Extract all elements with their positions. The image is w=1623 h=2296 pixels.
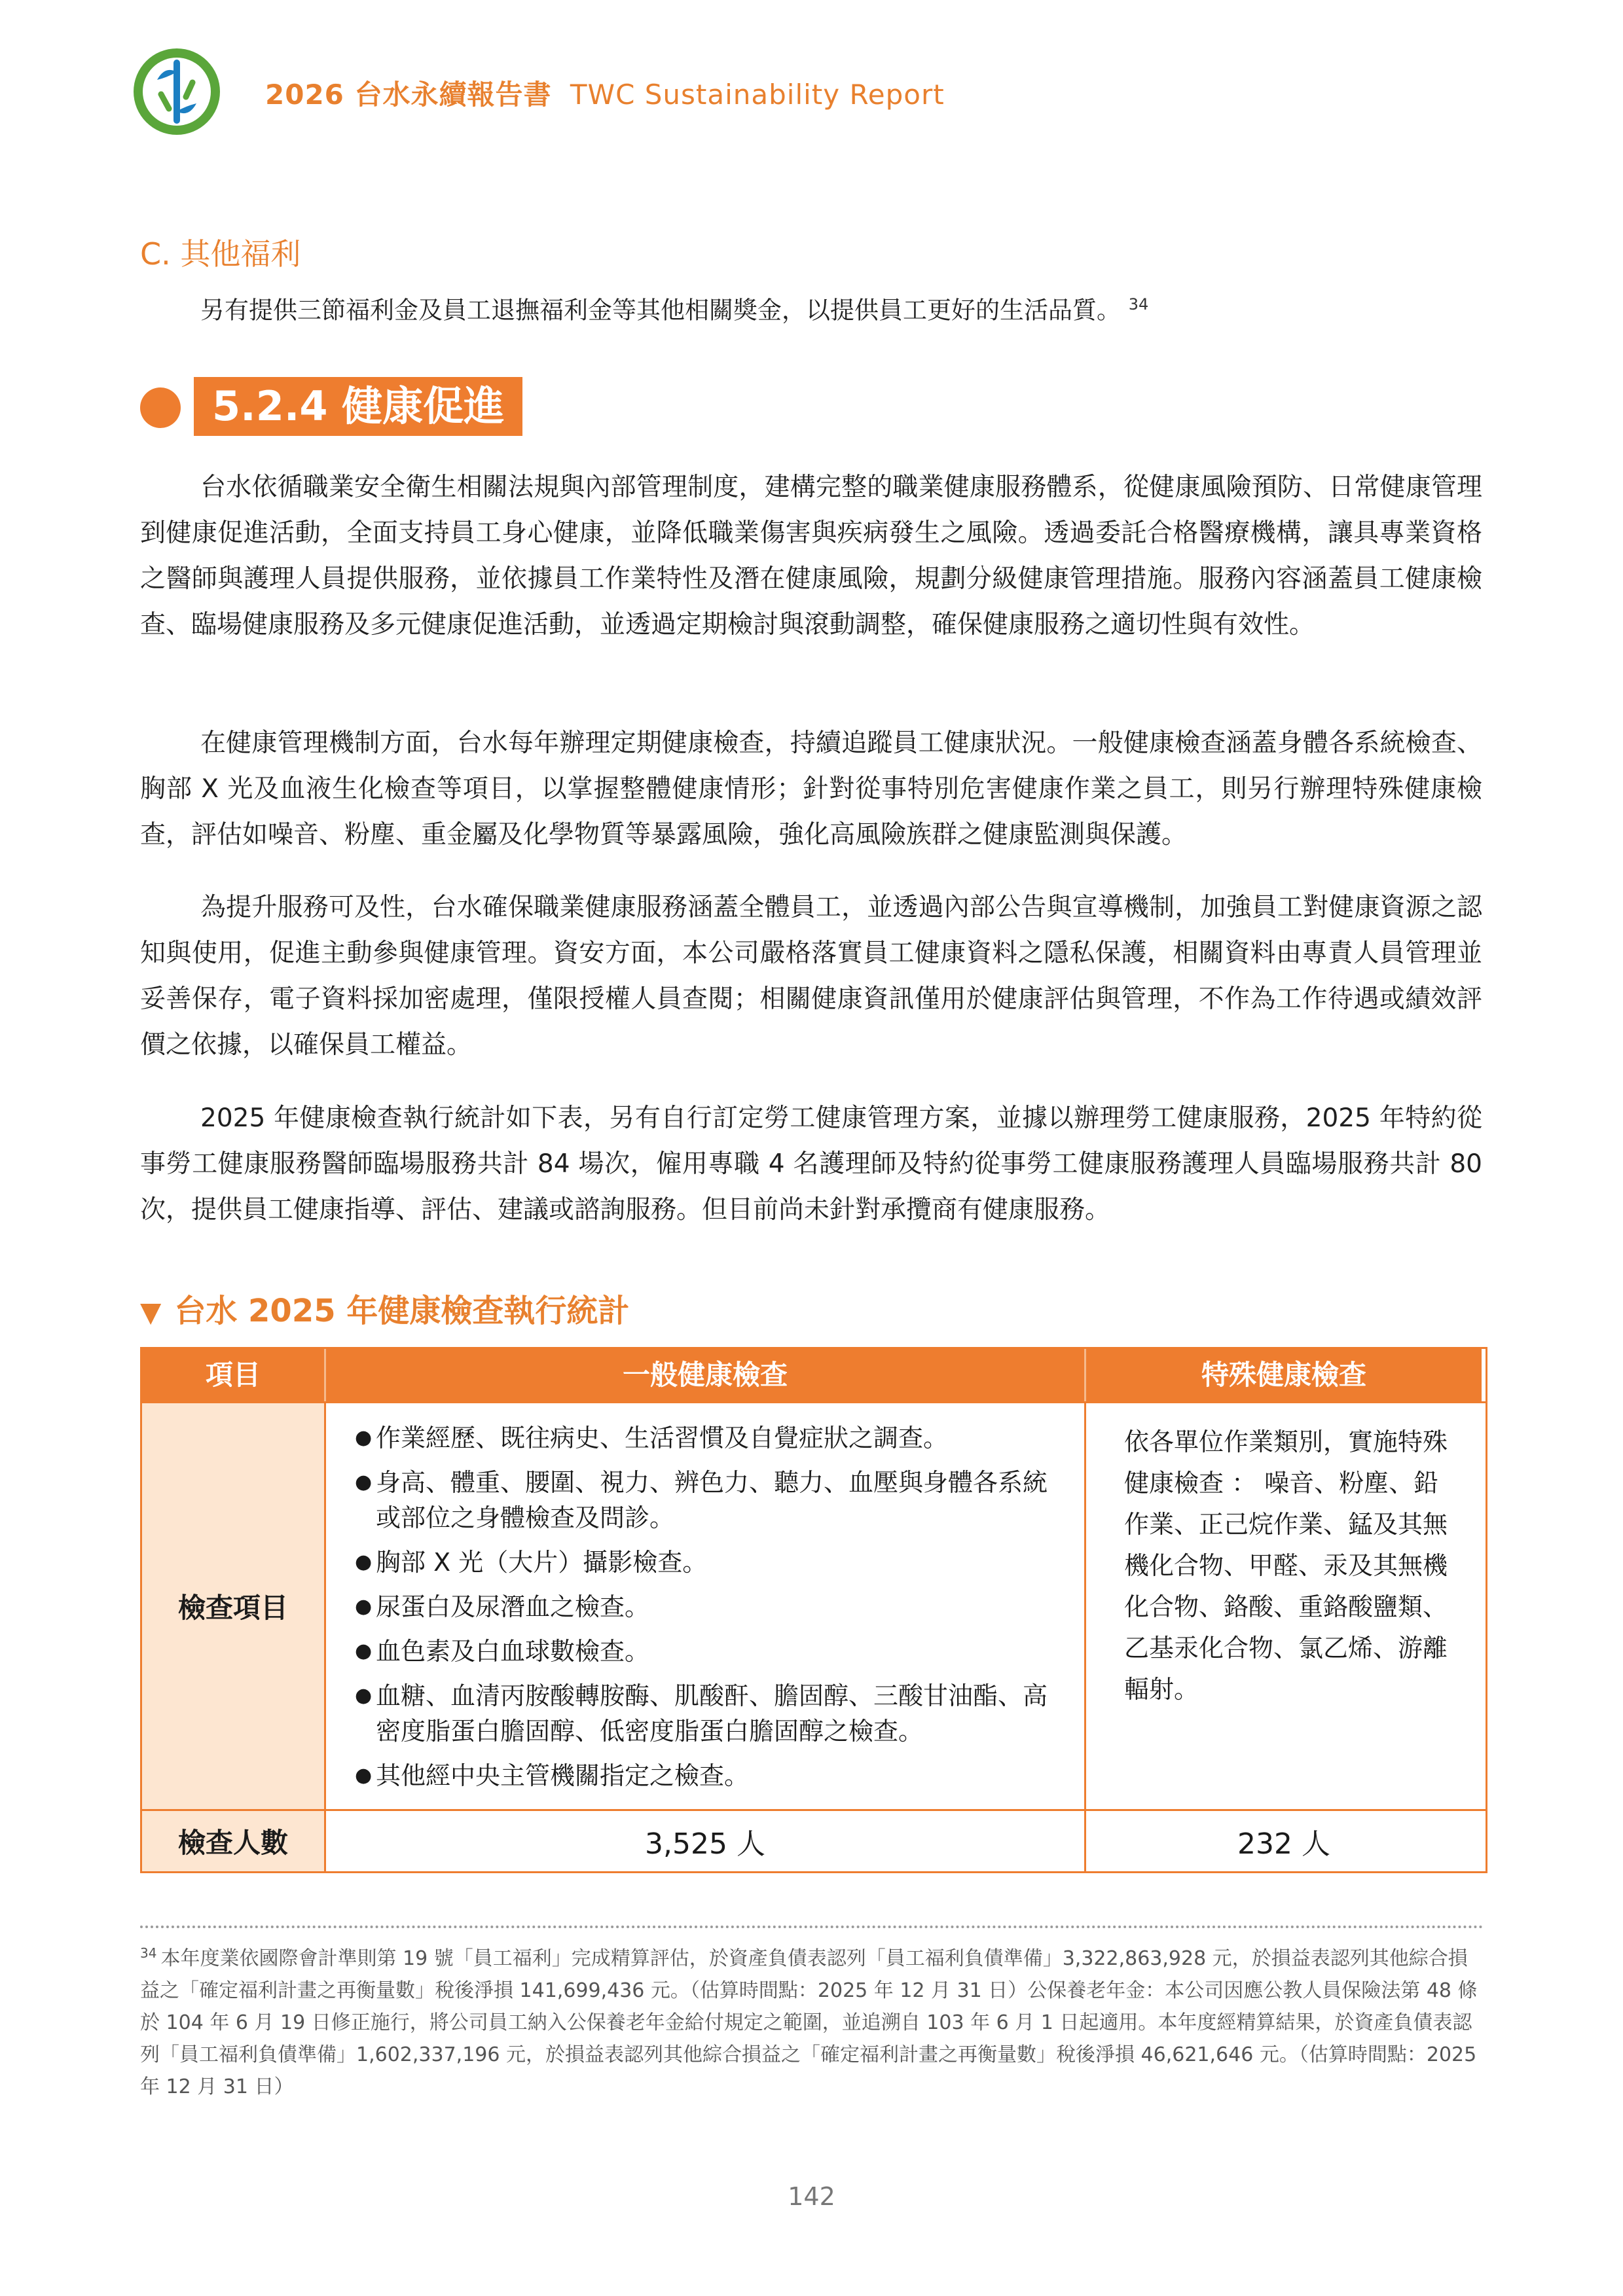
footnote xyxy=(140,1937,1484,2103)
special-items-text: 依各單位作業類別，實施特殊健康檢查 ： 噪音、粉塵、鉛作業、正己烷作業、錳及其無機化合物、甲醛、汞及其無機化合物、鉻酸、重鉻酸鹽類、乙基汞化合物、氯乙烯、游離輻射。 xyxy=(1124,1427,1448,1704)
row-label-items: 檢查項目 xyxy=(142,1403,326,1809)
report-header xyxy=(131,46,1178,137)
other-benefits-sentence: 另有提供三節福利金及員工退撫福利金等其他相關獎金，以提供員工更好的生活品質。 xyxy=(200,296,1121,325)
header-general: 一般健康檢查 xyxy=(326,1349,1086,1401)
section-bullet-icon xyxy=(140,387,181,428)
table-caption-text: 台水 2025 年健康檢查執行統計 xyxy=(174,1293,630,1329)
other-benefits-text xyxy=(200,281,1148,333)
section-title: 5.2.4 健康促進 xyxy=(194,377,522,436)
table-caption xyxy=(140,1285,629,1331)
footnote-divider xyxy=(140,1926,1484,1928)
list-item: ● 血色素及白血球數檢查。 xyxy=(355,1634,1058,1669)
report-title-zh: 2026 台水永續報告書 xyxy=(265,79,552,111)
table-row xyxy=(142,1809,1486,1871)
paragraph-4: 2025 年健康檢查執行統計如下表，另有自行訂定勞工健康管理方案，並據以辦理勞工健康服務，2025 年特約從事勞工健康服務醫師臨場服務共計 84 場次，僱用專職 4 名護理師及特約從事勞工健康服務護理人員臨場服務共計 80 次，提供員工健康指導、評估、建議或諮詢服務。但目前尚未針對承攬商有健康服務。 xyxy=(140,1103,1482,1225)
report-title-en: TWC Sustainability Report xyxy=(570,79,945,111)
list-item: ● 作業經歷、既往病史、生活習慣及自覺症狀之調查。 xyxy=(355,1420,1058,1456)
list-item: ● 身高、體重、腰圍、視力、辨色力、聽力、血壓與身體各系統或部位之身體檢查及問診。 xyxy=(355,1465,1058,1535)
general-count: 3,525 人 xyxy=(326,1811,1086,1871)
paragraph-2: 在健康管理機制方面，台水每年辦理定期健康檢查，持續追蹤員工健康狀況。一般健康檢查涵蓋身體各系統檢查、胸部 X 光及血液生化檢查等項目，以掌握整體健康情形；針對從事特別危害健康作業之員工，則另行辦理特殊健康檢查，評估如噪音、粉塵、重金屬及化學物質等暴露風險，強化高風險族群之健康監測與保護。 xyxy=(140,728,1482,850)
footnote-text: 本年度業依國際會計準則第 19 號「員工福利」完成精算評估，於資產負債表認列「員工福利負債準備」3,322,863,928 元，於損益表認列其他綜合損益之「確定福利計畫之再衡量數」稅後淨損 141,699,436 元。（估算時間點：2025 年 12 月 31 日）公保養老年金：本公司因應公教人員保險法第 48 條於 104 年 6 月 19 日修正施行，將公司員工納入公保養老年金給付規定之範圍，並追溯自 103 年 6 月 1 日起適用。本年度經精算結果，於資產負債表認列「員工福利負債準備」1,602,337,196 元，於損益表認列其他綜合損益之「確定福利計畫之再衡量數」稅後淨損 46,621,646 元。（估算時間點：2025 年 12 月 31 日） xyxy=(140,1947,1478,2098)
list-item: ● 尿蛋白及尿潛血之檢查。 xyxy=(355,1589,1058,1624)
list-item: ● 血糖、血清丙胺酸轉胺酶、肌酸酐、膽固醇、三酸甘油酯、高密度脂蛋白膽固醇、低密度脂蛋白膽固醇之檢查。 xyxy=(355,1678,1058,1749)
page-number: 142 xyxy=(788,2182,835,2211)
table-header-row xyxy=(142,1349,1486,1401)
general-items-cell xyxy=(326,1403,1086,1809)
header-item: 項目 xyxy=(142,1349,326,1401)
list-item: ● 胸部 X 光（大片）攝影檢查。 xyxy=(355,1545,1058,1580)
special-count: 232 人 xyxy=(1237,1827,1330,1861)
paragraph-1: 台水依循職業安全衛生相關法規與內部管理制度，建構完整的職業健康服務體系，從健康風險預防、日常健康管理到健康促進活動，全面支持員工身心健康，並降低職業傷害與疾病發生之風險。透過委託合格醫療機構，讓具專業資格之醫師與護理人員提供服務，並依據員工作業特性及潛在健康風險，規劃分級健康管理措施。服務內容涵蓋員工健康檢查、臨場健康服務及多元健康促進活動，並透過定期檢討與滾動調整，確保健康服務之適切性與有效性。 xyxy=(140,473,1482,639)
paragraph-3: 為提升服務可及性，台水確保職業健康服務涵蓋全體員工，並透過內部公告與宣導機制，加強員工對健康資源之認知與使用，促進主動參與健康管理。資安方面，本公司嚴格落實員工健康資料之隱私保護，相關資料由專責人員管理並妥善保存，電子資料採加密處理，僅限授權人員查閱；相關健康資訊僅用於健康評估與管理，不作為工作待遇或績效評價之依據，以確保員工權益。 xyxy=(140,893,1482,1060)
list-item: ● 其他經中央主管機關指定之檢查。 xyxy=(355,1758,1058,1793)
triangle-down-icon: ▼ xyxy=(140,1296,162,1328)
report-title xyxy=(265,73,945,113)
row-label-count: 檢查人數 xyxy=(142,1811,326,1871)
table-row xyxy=(142,1401,1486,1809)
twc-logo-icon xyxy=(131,46,223,137)
header-special: 特殊健康檢查 xyxy=(1086,1349,1482,1401)
other-benefits-heading: C. 其他福利 xyxy=(140,236,301,272)
footnote-ref: 34 xyxy=(1128,295,1149,314)
general-items-list xyxy=(326,1403,1084,1793)
health-check-table xyxy=(140,1347,1487,1873)
special-items-cell xyxy=(1086,1403,1482,1809)
footnote-number: 34 xyxy=(140,1945,157,1961)
